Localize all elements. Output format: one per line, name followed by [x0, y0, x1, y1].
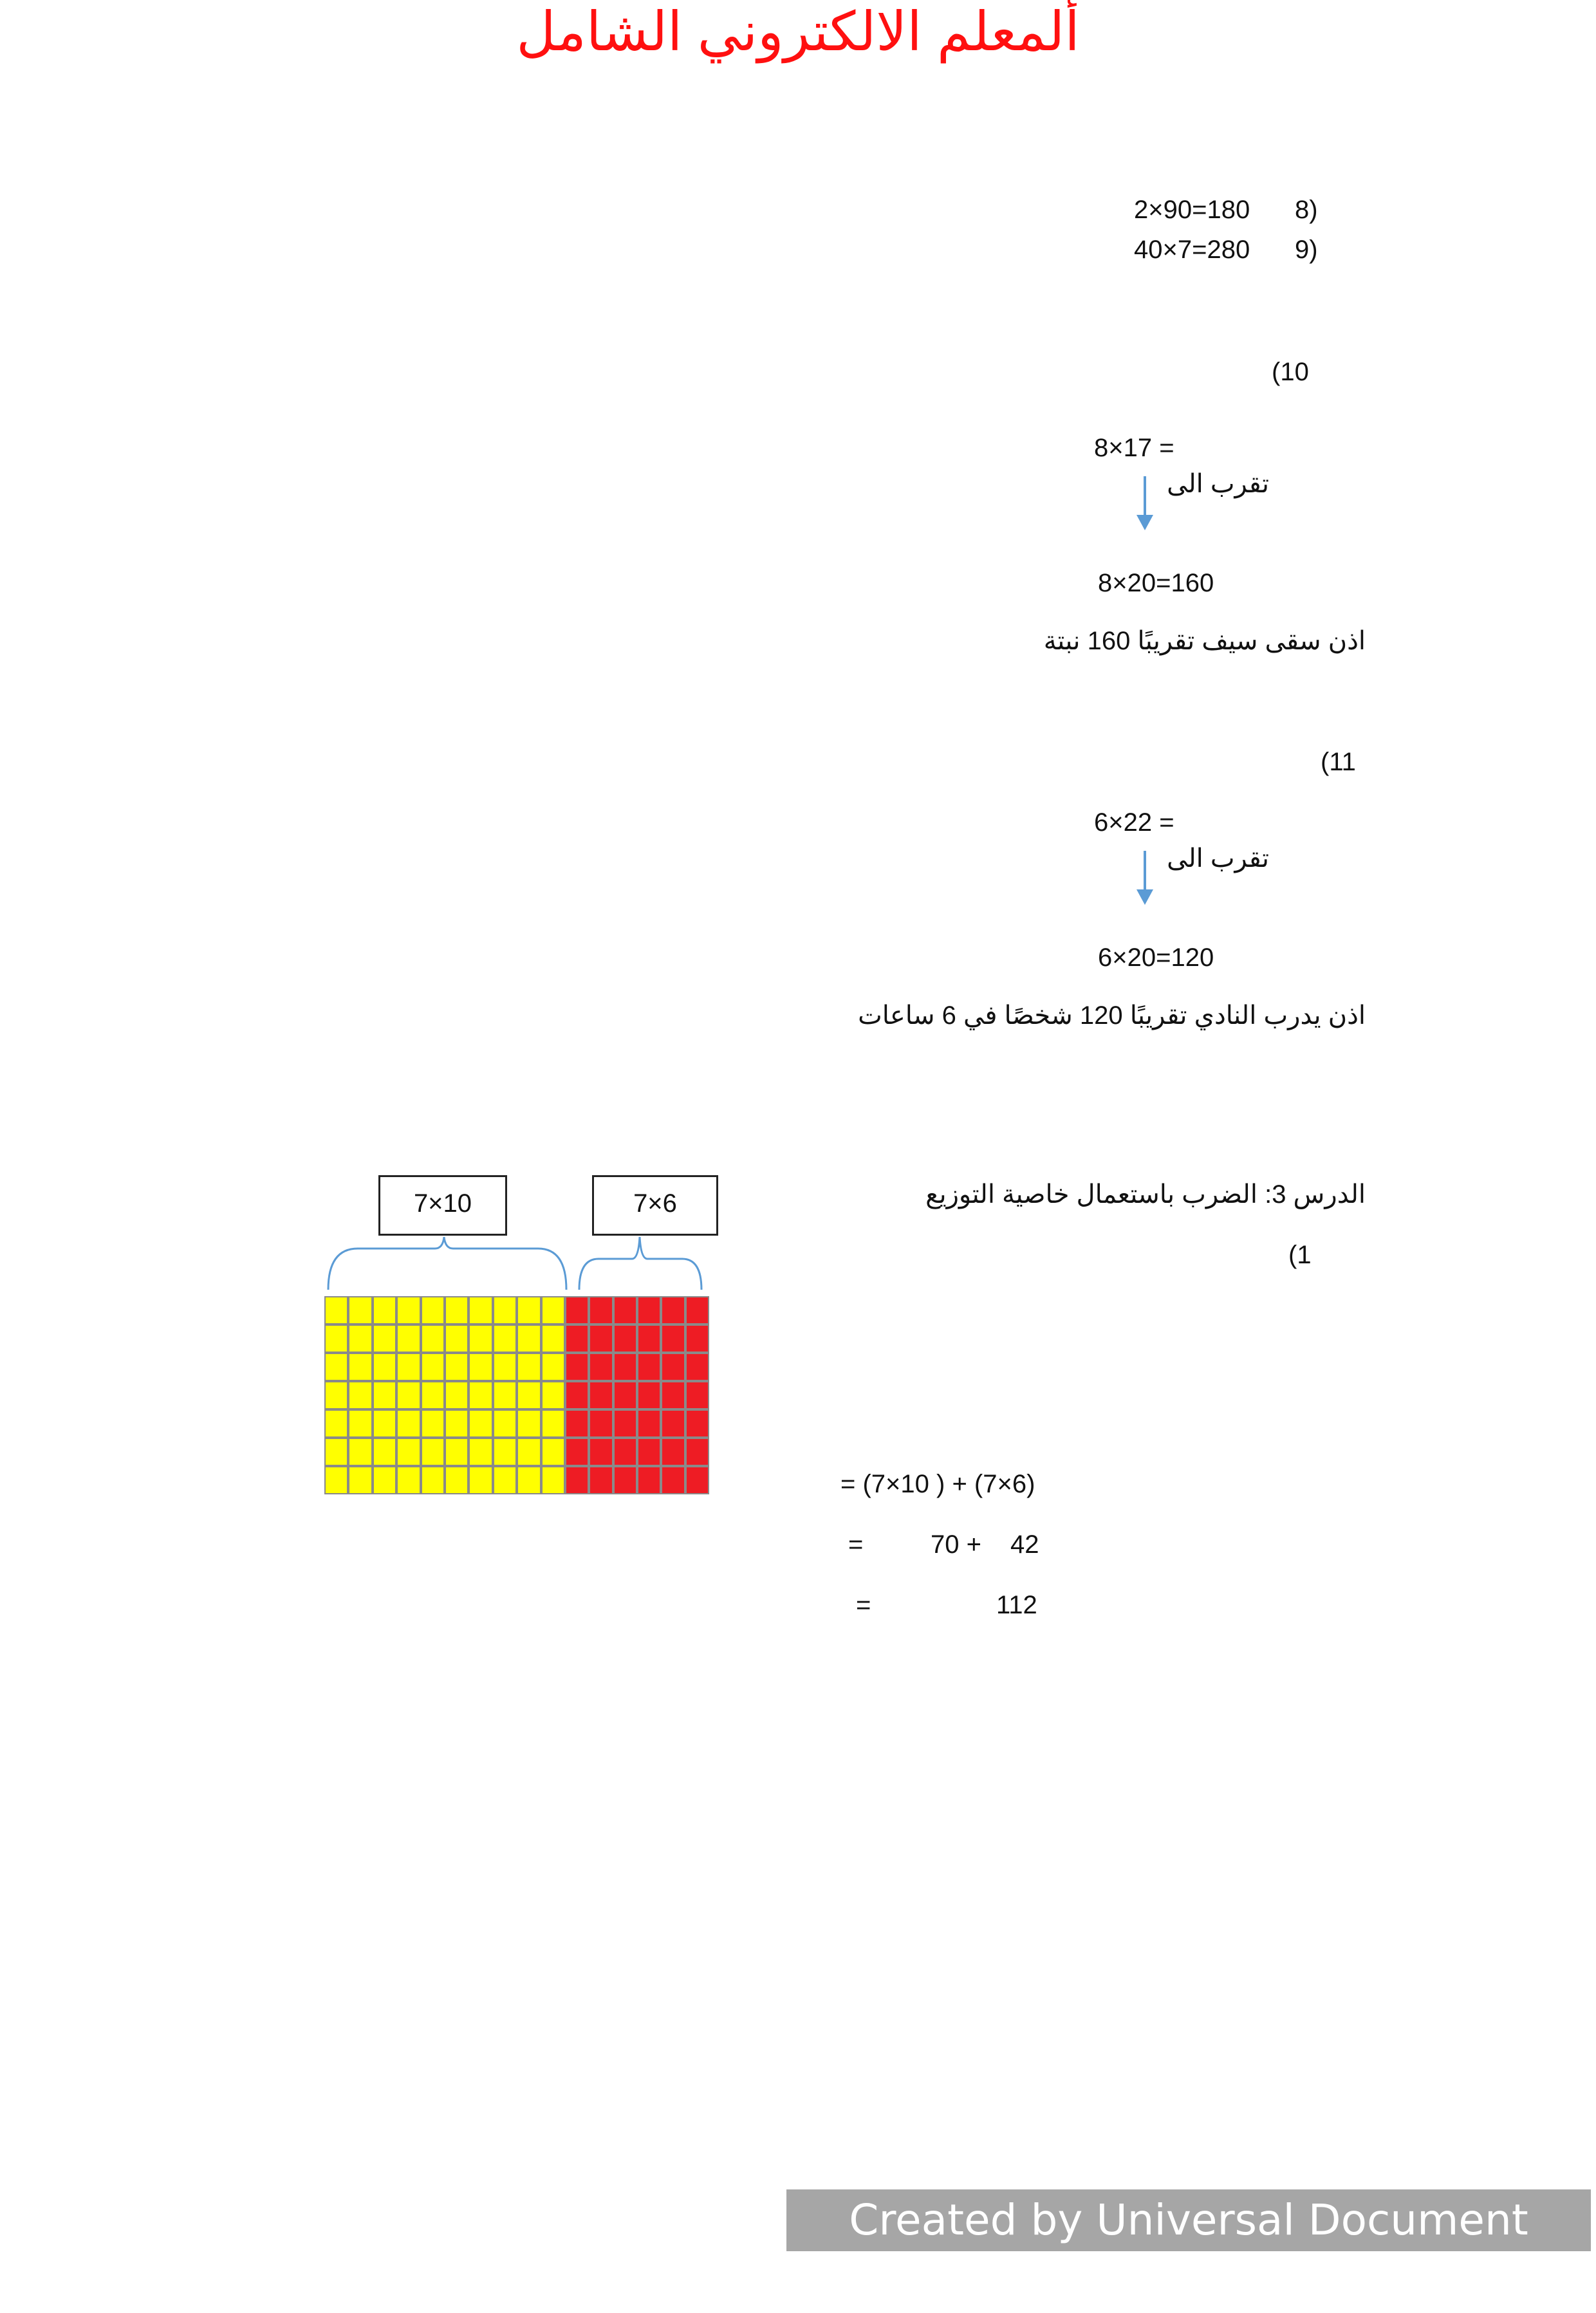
page-title: ألمعلم الالكتروني الشامل — [516, 1, 1080, 62]
yellow-unit-square — [396, 1381, 420, 1409]
q11-problem: 6×22 = — [1094, 808, 1174, 837]
red-unit-square — [661, 1296, 685, 1324]
red-unit-square — [661, 1438, 685, 1466]
yellow-unit-square — [396, 1466, 420, 1494]
yellow-unit-square — [445, 1353, 469, 1381]
yellow-unit-square — [541, 1466, 565, 1494]
red-unit-square — [661, 1466, 685, 1494]
red-unit-square — [565, 1296, 589, 1324]
yellow-unit-square — [541, 1381, 565, 1409]
red-unit-square — [565, 1438, 589, 1466]
red-unit-square — [613, 1324, 637, 1353]
red-unit-square — [565, 1353, 589, 1381]
red-unit-square — [685, 1409, 709, 1438]
yellow-unit-square — [373, 1381, 396, 1409]
yellow-unit-square — [445, 1381, 469, 1409]
yellow-unit-square — [517, 1296, 541, 1324]
yellow-unit-square — [517, 1409, 541, 1438]
box-7x6: 7×6 — [592, 1175, 718, 1236]
equation-line-3-result: 112 — [996, 1591, 1037, 1619]
yellow-unit-square — [517, 1381, 541, 1409]
red-unit-square — [589, 1324, 613, 1353]
red-unit-square — [661, 1353, 685, 1381]
red-unit-square — [613, 1409, 637, 1438]
q10-problem: 8×17 = — [1094, 434, 1174, 462]
red-unit-square — [637, 1381, 661, 1409]
yellow-unit-square — [348, 1438, 372, 1466]
yellow-unit-square — [517, 1324, 541, 1353]
yellow-unit-square — [421, 1381, 445, 1409]
yellow-unit-square — [373, 1438, 396, 1466]
q8-expression: 2×90=180 — [1134, 196, 1250, 224]
red-unit-square — [589, 1438, 613, 1466]
yellow-unit-square — [373, 1324, 396, 1353]
q8-number: 8) — [1295, 196, 1318, 224]
q10-arrow-icon — [1144, 476, 1146, 516]
yellow-unit-square — [445, 1466, 469, 1494]
red-unit-square — [637, 1438, 661, 1466]
red-unit-square — [613, 1381, 637, 1409]
red-unit-square — [661, 1324, 685, 1353]
equation-line-1: = (7×10 ) + (7×6) — [840, 1470, 1035, 1498]
yellow-unit-square — [493, 1324, 517, 1353]
yellow-unit-square — [348, 1381, 372, 1409]
red-unit-square — [637, 1409, 661, 1438]
red-unit-square — [685, 1466, 709, 1494]
yellow-unit-square — [396, 1438, 420, 1466]
q9-number: 9) — [1295, 236, 1318, 264]
yellow-unit-square — [469, 1466, 492, 1494]
yellow-unit-square — [517, 1353, 541, 1381]
yellow-unit-square — [324, 1466, 348, 1494]
yellow-unit-square — [324, 1353, 348, 1381]
red-unit-square — [589, 1381, 613, 1409]
yellow-unit-square — [373, 1409, 396, 1438]
red-unit-square — [661, 1409, 685, 1438]
yellow-unit-square — [469, 1409, 492, 1438]
yellow-unit-square — [324, 1438, 348, 1466]
yellow-unit-square — [445, 1324, 469, 1353]
q10-number: (10 — [1272, 358, 1309, 386]
red-unit-square — [685, 1381, 709, 1409]
yellow-unit-square — [324, 1296, 348, 1324]
red-unit-square — [637, 1296, 661, 1324]
red-unit-square — [661, 1381, 685, 1409]
red-unit-square — [589, 1409, 613, 1438]
red-unit-square — [685, 1324, 709, 1353]
yellow-unit-square — [324, 1324, 348, 1353]
yellow-unit-square — [517, 1438, 541, 1466]
equation-line-3-equals: = — [856, 1591, 871, 1619]
yellow-unit-square — [541, 1438, 565, 1466]
yellow-unit-square — [348, 1466, 372, 1494]
yellow-unit-square — [541, 1353, 565, 1381]
yellow-unit-square — [541, 1296, 565, 1324]
equation-line-2-equals: = — [848, 1530, 864, 1559]
yellow-unit-square — [421, 1324, 445, 1353]
yellow-unit-square — [421, 1296, 445, 1324]
yellow-unit-square — [396, 1409, 420, 1438]
yellow-unit-square — [421, 1438, 445, 1466]
yellow-unit-square — [469, 1296, 492, 1324]
q11-arrow-icon — [1144, 851, 1146, 891]
yellow-unit-square — [348, 1296, 372, 1324]
red-unit-square — [565, 1324, 589, 1353]
q11-number: (11 — [1321, 748, 1356, 776]
yellow-unit-square — [373, 1353, 396, 1381]
lesson-title: الدرس 3: الضرب باستعمال خاصية التوزيع — [925, 1180, 1366, 1209]
yellow-unit-square — [421, 1409, 445, 1438]
red-unit-square — [565, 1381, 589, 1409]
yellow-unit-square — [469, 1438, 492, 1466]
yellow-unit-square — [541, 1324, 565, 1353]
q10-result: 8×20=160 — [1098, 569, 1214, 597]
yellow-unit-square — [348, 1409, 372, 1438]
yellow-unit-square — [493, 1438, 517, 1466]
yellow-unit-square — [396, 1324, 420, 1353]
q10-conclusion: اذن سقى سيف تقريبًا 160 نبتة — [1043, 627, 1366, 655]
q10-arrowhead-icon — [1137, 515, 1153, 530]
box-7x10: 7×10 — [378, 1175, 507, 1236]
yellow-unit-square — [396, 1296, 420, 1324]
yellow-unit-square — [469, 1381, 492, 1409]
red-unit-square — [613, 1466, 637, 1494]
red-unit-square — [613, 1296, 637, 1324]
red-unit-square — [637, 1353, 661, 1381]
q11-conclusion: اذن يدرب النادي تقريبًا 120 شخصًا في 6 ساعات — [858, 1001, 1366, 1030]
yellow-unit-square — [348, 1353, 372, 1381]
q10-hint: تقرب الى — [1167, 470, 1269, 498]
yellow-unit-square — [493, 1409, 517, 1438]
yellow-unit-square — [421, 1466, 445, 1494]
red-unit-square — [589, 1353, 613, 1381]
yellow-unit-square — [469, 1324, 492, 1353]
yellow-grid-7x10 — [324, 1296, 565, 1494]
yellow-unit-square — [493, 1296, 517, 1324]
yellow-unit-square — [517, 1466, 541, 1494]
red-unit-square — [565, 1409, 589, 1438]
q11-hint: تقرب الى — [1167, 844, 1269, 873]
brace-right-icon — [578, 1236, 704, 1290]
red-unit-square — [685, 1438, 709, 1466]
red-unit-square — [613, 1438, 637, 1466]
lesson-q1-number: (1 — [1288, 1241, 1312, 1269]
red-unit-square — [613, 1353, 637, 1381]
yellow-unit-square — [348, 1324, 372, 1353]
yellow-unit-square — [324, 1409, 348, 1438]
yellow-unit-square — [445, 1296, 469, 1324]
red-unit-square — [637, 1466, 661, 1494]
red-unit-square — [637, 1324, 661, 1353]
q9-expression: 40×7=280 — [1134, 236, 1250, 264]
yellow-unit-square — [373, 1296, 396, 1324]
yellow-unit-square — [493, 1381, 517, 1409]
q11-result: 6×20=120 — [1098, 943, 1214, 972]
equation-line-2-term-a: 70 + — [931, 1530, 981, 1559]
yellow-unit-square — [396, 1353, 420, 1381]
q11-arrowhead-icon — [1137, 889, 1153, 905]
red-unit-square — [589, 1466, 613, 1494]
yellow-unit-square — [445, 1438, 469, 1466]
red-unit-square — [565, 1466, 589, 1494]
red-unit-square — [685, 1353, 709, 1381]
equation-line-2-term-b: 42 — [1010, 1530, 1039, 1559]
yellow-unit-square — [324, 1381, 348, 1409]
converter-watermark: Created by Universal Document Converter — [786, 2189, 1591, 2251]
yellow-unit-square — [469, 1353, 492, 1381]
brace-left-icon — [326, 1236, 570, 1290]
yellow-unit-square — [373, 1466, 396, 1494]
red-unit-square — [685, 1296, 709, 1324]
yellow-unit-square — [421, 1353, 445, 1381]
red-grid-7x6 — [565, 1296, 709, 1494]
yellow-unit-square — [493, 1466, 517, 1494]
yellow-unit-square — [541, 1409, 565, 1438]
yellow-unit-square — [445, 1409, 469, 1438]
red-unit-square — [589, 1296, 613, 1324]
yellow-unit-square — [493, 1353, 517, 1381]
